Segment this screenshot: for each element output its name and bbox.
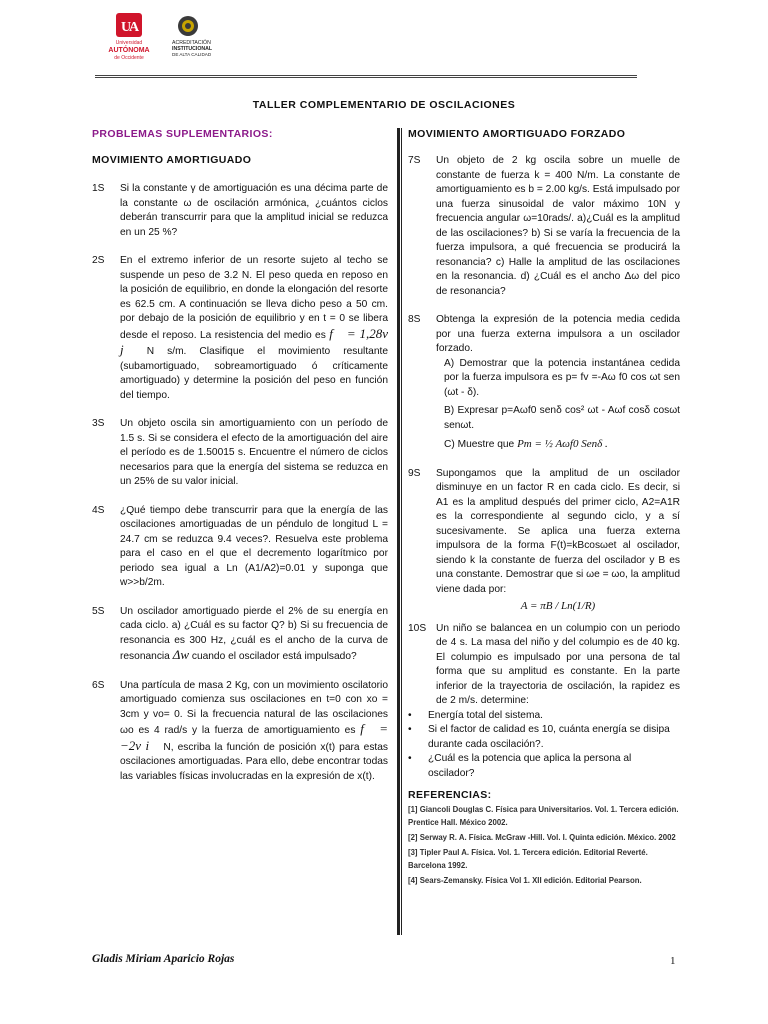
university-logo: [100, 13, 160, 63]
accreditation-logo: [172, 14, 232, 64]
document-title: TALLER COMPLEMENTARIO DE OSCILACIONES: [252, 99, 516, 111]
problem-text: Si la constante γ de amortiguación es una décima parte de la constante ω de oscilación armónica, ¿cuántos ciclos deberán transcurrir para que la amplitud inicial se reduzca en un 25 %?: [120, 183, 388, 238]
section-title: MOVIMIENTO AMORTIGUADO FORZADO: [408, 128, 626, 140]
problem-2s: [92, 254, 388, 403]
delta-w-formula: Δw: [172, 647, 189, 662]
footer-author: Gladis Miriam Aparicio Rojas: [92, 953, 235, 965]
subsection-title: MOVIMIENTO AMORTIGUADO: [92, 154, 252, 166]
svg-text:INSTITUCIONAL: INSTITUCIONAL: [172, 46, 213, 52]
problem-number: 2S: [92, 255, 105, 266]
list-item: • Energía total del sistema.: [408, 709, 543, 721]
problem-text: En el extremo inferior de un resorte sujeto al techo se suspende un peso de 3.2 N. El peso queda en reposo en la posición de equilibrio, en donde la elongación del resorte es 62.5 cm. A continuación se lleva dicho peso a 50 cm. por debajo de la posición de equilibrio y en t = 0 se libera desde el reposo. La resistencia del medio es f⃗ = 1,28v j⃗ N s/m. Clasifique el movimiento resultante (subamortiguado, sobreamortiguado ó críticamente amortiguado) y determine la posición del peso en función del tiempo.: [120, 255, 388, 401]
problem-text: Obtenga la expresión de la potencia media cedida por una fuerza externa impulsora a un oscilador forzado. A) Demostrar que la potencia instantánea cedida por la fuerza impulsora es p= fv =-Aω f0 cos ωt sen (ωt - δ). B) Expresar p=Aωf0 senδ cos² ωt - Aωf cosδ cosωt senωt. C) Muestre que Pm = ½ Aωf0 Senδ .: [436, 313, 680, 453]
problem-4s: [92, 504, 388, 591]
logo-line2: AUTÓNOMA: [108, 47, 150, 54]
logo-line1: Universidad: [115, 40, 143, 46]
problem-text: ¿Qué tiempo debe transcurrir para que la energía de las oscilaciones amortiguadas de un péndulo de longitud L = 24.7 cm se reduzca 9.4 veces?. Resuelva este problema para el caso en el que el decremento logarítmico por periodo sea igual a Ln (A1/A2)=0.01 y suponga que w>>b/2m.: [120, 504, 388, 588]
column-divider: [397, 128, 400, 935]
problem-number: 9S: [408, 467, 421, 479]
item-a: A) Demostrar que la potencia instantánea cedida por la fuerza impulsora es p= fv =-Aω f0 cos ωt sen (ωt - δ).: [444, 357, 680, 398]
header-rule: [95, 75, 637, 78]
problem-number: 10S: [408, 622, 427, 634]
item-b: B) Expresar p=Aωf0 senδ cos² ωt - Aωf cosδ cosωt senωt.: [444, 405, 680, 431]
item-c: C) Muestre que Pm = ½ Aωf0 Senδ .: [444, 438, 608, 450]
svg-text:ACREDITACIÓN: ACREDITACIÓN: [172, 40, 211, 46]
reference-item: [4] Sears-Zemansky. Física Vol 1. XII edición. Editorial Pearson.: [408, 876, 642, 885]
list-item: • Si el factor de calidad es 10, cuánta energía se disipa durante cada oscilación?.: [408, 724, 670, 750]
problem-8s: [408, 313, 680, 453]
amplitude-formula: A = πB / Ln(1/R): [520, 600, 596, 612]
bullet-list: [408, 709, 680, 782]
power-formula: Pm = ½ Aωf0 Senδ .: [517, 438, 608, 450]
problem-number: 5S: [92, 605, 105, 617]
problem-number: 4S: [92, 504, 105, 516]
svg-text:DE ALTA CALIDAD: DE ALTA CALIDAD: [172, 52, 212, 57]
reference-item: [3] Tipler Paul A. Física. Vol. 1. Tercera edición. Editorial Reverté. Barcelona 1992.: [408, 848, 648, 870]
problem-text: Una partícula de masa 2 Kg, con un movimiento oscilatorio amortiguado comienza sus oscilaciones en t=0 con xo = 3cm y vo= 0. Si la frecuencia natural de las oscilaciones ωo es 4 rad/s y la fuerza de amortiguamiento es f⃗ = −2v i⃗ N, escriba la función de posición x(t) para estas oscilaciones amortiguadas. Para ello, debe encontrar todas las variables físicas involucradas en la expresión de x(t).: [120, 679, 388, 782]
force-formula: f⃗ = 1,28v j⃗: [120, 325, 388, 357]
problem-number: 3S: [92, 418, 105, 429]
list-item: • ¿Cuál es la potencia que aplica la persona al oscilador?: [408, 753, 632, 779]
section-title: PROBLEMAS SUPLEMENTARIOS:: [92, 128, 273, 140]
problem-text: Un oscilador amortiguado pierde el 2% de su energía en cada ciclo. a) ¿Cuál es su factor Q? b) Si su frecuencia de resonancia es 300 Hz, ¿cuál es el ancho de la curva de resonancia Δw cuando el oscilador está impulsado?: [120, 605, 388, 662]
references-title: REFERENCIAS:: [408, 789, 492, 801]
right-column: [408, 128, 680, 887]
problem-text: Un niño se balancea en un columpio con un periodo de 4 s. La masa del niño y del columpio es de 40 kg. El columpio es impulsado por una persona de tal forma que su amplitud es constante. En la parte inferior de la trayectoria de oscilación, la rapidez es de 2 m/s. determine:: [436, 622, 680, 706]
left-column: [92, 128, 388, 784]
problem-number: 8S: [408, 314, 421, 325]
problem-6s: [92, 679, 388, 785]
column-divider-thin: [401, 128, 402, 935]
problem-number: 1S: [92, 183, 105, 194]
problem-text: Supongamos que la amplitud de un oscilador disminuye en un factor R en cada ciclo. Es decir, si A1 es la amplitud después del primer ciclo, A2=A1R es la correspondiente al segundo ciclo, y a sí sucesivamente. Se aplica una fuerza externa impulsora de la forma F(t)=kBcosωet al oscilador, siendo k la constante de fuerza del oscilador y B es una constante. Demostrar que si ωe = ωo, la amplitud viene dada por: A = πB / Ln(1/R): [436, 467, 680, 612]
problem-text: Un objeto de 2 kg oscila sobre un muelle de constante de fuerza k = 400 N/m. La constante de amortiguamiento es b = 2.00 kg/s. Está impulsado por una fuerza sinusoidal de valor máximo 10N y frecuencia angular ω=10rads/. a)¿Cuál es la amplitud de las oscilaciones? b) Si se varía la frecuencia de la fuerza impulsora, a qué frecuencia se producirá la resonancia? c) Halle la amplitud de las oscilaciones en la resonancia. d) ¿Cuál es el ancho Δω del pico de resonancia?: [436, 155, 680, 297]
problem-9s: [408, 467, 680, 614]
problem-number: 7S: [408, 155, 421, 166]
reference-item: [2] Serway R. A. Física. McGraw -Hill. Vol. I. Quinta edición. México. 2002: [408, 833, 676, 842]
problem-1s: [92, 182, 388, 240]
page-number: 1: [670, 955, 676, 967]
damping-force-formula: f⃗ = −2v i⃗: [120, 721, 388, 753]
reference-item: [1] Giancoli Douglas C. Física para Universitarios. Vol. 1. Tercera edición. Prentice Hall. México 2002.: [408, 805, 679, 827]
problem-3s: [92, 417, 388, 490]
problem-10s: [408, 622, 680, 709]
problem-number: 6S: [92, 679, 105, 691]
svg-text:A: A: [129, 20, 140, 35]
logo-line3: de Occidente: [114, 55, 144, 61]
problem-5s: [92, 605, 388, 665]
problem-7s: [408, 154, 680, 299]
problem-text: Un objeto oscila sin amortiguamiento con un período de 1.5 s. Si se considera el efecto de la amortiguación del aire el período es de 1.50015 s. Encuentre el número de ciclos necesarios para que la energía del sistema se reduzca en un 25% de su valor inicial.: [120, 418, 388, 487]
svg-text:U: U: [121, 20, 132, 35]
